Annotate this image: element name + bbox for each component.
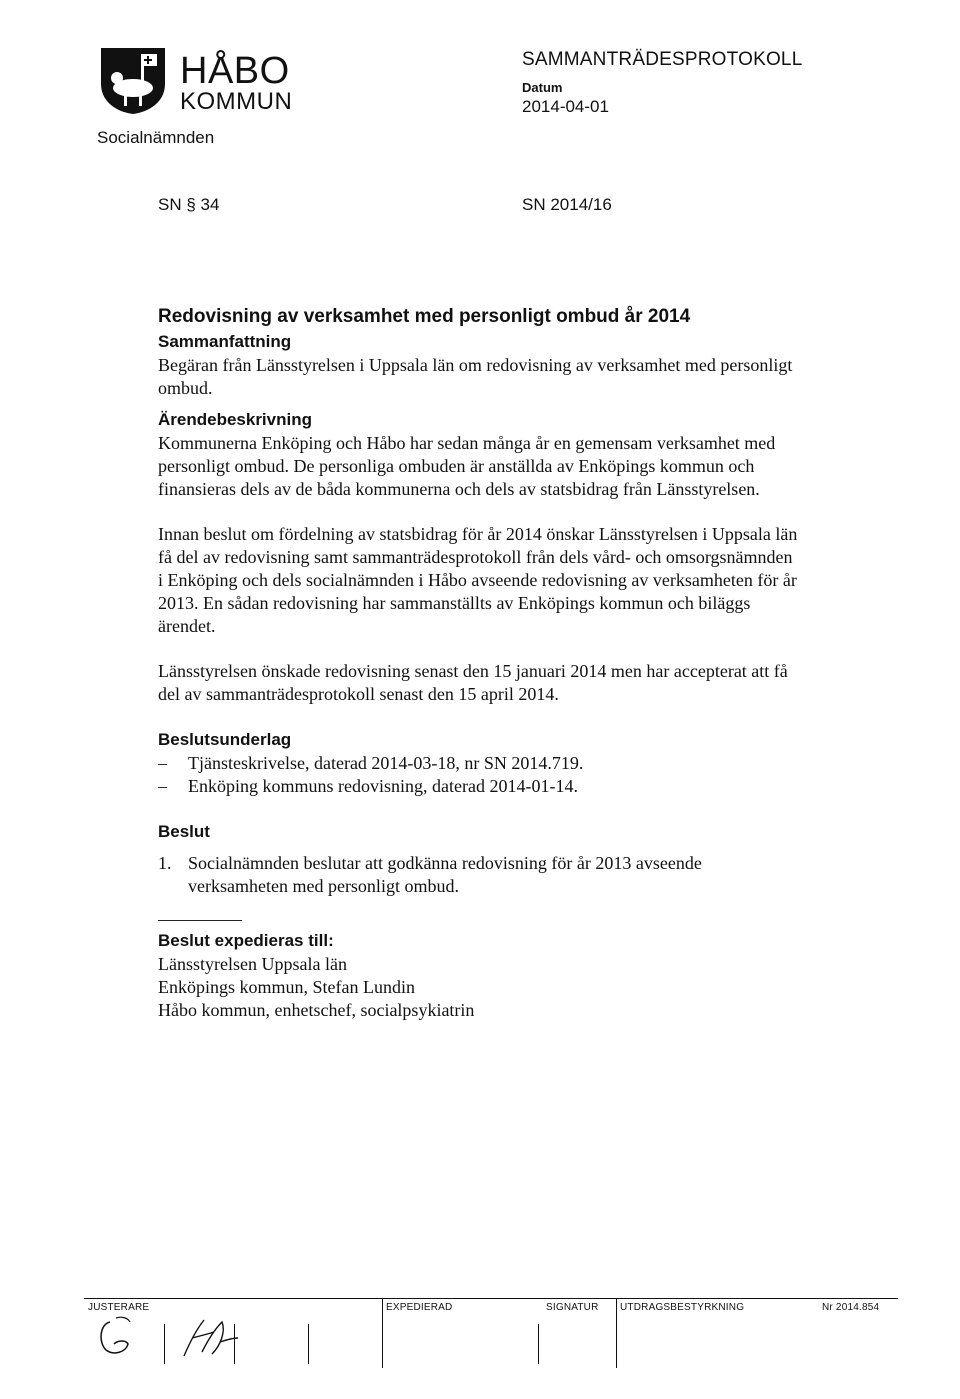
utdragsbestyrkning-label: UTDRAGSBESTYRKNING: [620, 1302, 745, 1313]
document-body: [158, 304, 798, 1022]
divider: [308, 1324, 309, 1364]
form-number-cell: [818, 1298, 898, 1368]
list-item-text: Tjänsteskrivelse, daterad 2014-03-18, nr SN 2014.719.: [188, 753, 584, 773]
dispatch-recipient: Håbo kommun, enhetschef, socialpsykiatrin: [158, 1000, 475, 1020]
list-marker: –: [158, 753, 167, 773]
basis-list: [158, 752, 798, 798]
section-number: SN § 34: [158, 195, 220, 214]
expedierad-cell: [382, 1298, 542, 1368]
description-paragraph-1: Kommunerna Enköping och Håbo har sedan många år en gemensam verksamhet med personligt ombud. De personliga ombuden är anställda av Enköpings kommun och finansieras dels av de båda kommunerna och dels av statsbidrag från Länsstyrelsen.: [158, 433, 776, 499]
utdrag-cell: [616, 1298, 816, 1368]
decision-heading: Beslut: [158, 822, 210, 841]
date-label: Datum: [522, 80, 563, 95]
dispatch-recipient: Länsstyrelsen Uppsala län: [158, 954, 347, 974]
department-name: Socialnämnden: [97, 128, 215, 147]
handwritten-initials: [92, 1312, 332, 1364]
list-item: [158, 775, 798, 798]
summary-heading: Sammanfattning: [158, 332, 292, 351]
divider: [164, 1324, 165, 1364]
list-item: [158, 852, 798, 898]
summary-text: Begäran från Länsstyrelsen i Uppsala län om redovisning av verksamhet med personligt ombud.: [158, 355, 793, 398]
document-type: SAMMANTRÄDESPROTOKOLL: [522, 49, 803, 70]
municipality-subtitle: KOMMUN: [180, 88, 293, 115]
basis-heading: Beslutsunderlag: [158, 730, 292, 749]
description-paragraph-2: Innan beslut om fördelning av statsbidrag för år 2014 önskar Länsstyrelsen i Uppsala län få del av redovisning samt sammanträdesprotokoll från dels vård- och omsorgsnämnden i Enköping och dels socialnämnden i Håbo avseende redovisning av verksamheten för år 2013. En sådan redovisning har sammanställts av Enköpings kommun och biläggs ärendet.: [158, 524, 798, 636]
case-number: SN 2014/16: [522, 195, 612, 214]
form-number: Nr 2014.854: [822, 1302, 880, 1313]
municipality-logo: [97, 44, 169, 116]
signatur-label: SIGNATUR: [546, 1302, 599, 1313]
expedierad-label: EXPEDIERAD: [386, 1302, 453, 1313]
list-marker: 1.: [158, 853, 172, 873]
document-title: Redovisning av verksamhet med personligt ombud år 2014: [158, 306, 691, 327]
divider: [234, 1324, 235, 1364]
justerare-cell: [84, 1298, 364, 1368]
justerare-label: JUSTERARE: [88, 1302, 150, 1313]
list-item: [158, 752, 798, 775]
decision-list: [158, 852, 798, 898]
list-item-text: Enköping kommuns redovisning, daterad 2014-01-14.: [188, 776, 578, 796]
list-item-text: Socialnämnden beslutar att godkänna redovisning för år 2013 avseende verksamheten med personligt ombud.: [188, 853, 702, 896]
description-heading: Ärendebeskrivning: [158, 410, 312, 429]
list-marker: –: [158, 776, 167, 796]
divider: [158, 920, 242, 921]
description-paragraph-3: Länsstyrelsen önskade redovisning senast den 15 januari 2014 men har accepterat att få del av sammanträdesprotokoll senast den 15 april 2014.: [158, 661, 788, 704]
dispatch-heading: Beslut expedieras till:: [158, 931, 334, 950]
date-value: 2014-04-01: [522, 97, 609, 116]
dispatch-recipient: Enköpings kommun, Stefan Lundin: [158, 977, 415, 997]
signatur-cell: [542, 1298, 616, 1368]
municipality-name: HÅBO: [180, 50, 290, 92]
divider: [538, 1324, 539, 1364]
signature-footer: [84, 1298, 898, 1368]
